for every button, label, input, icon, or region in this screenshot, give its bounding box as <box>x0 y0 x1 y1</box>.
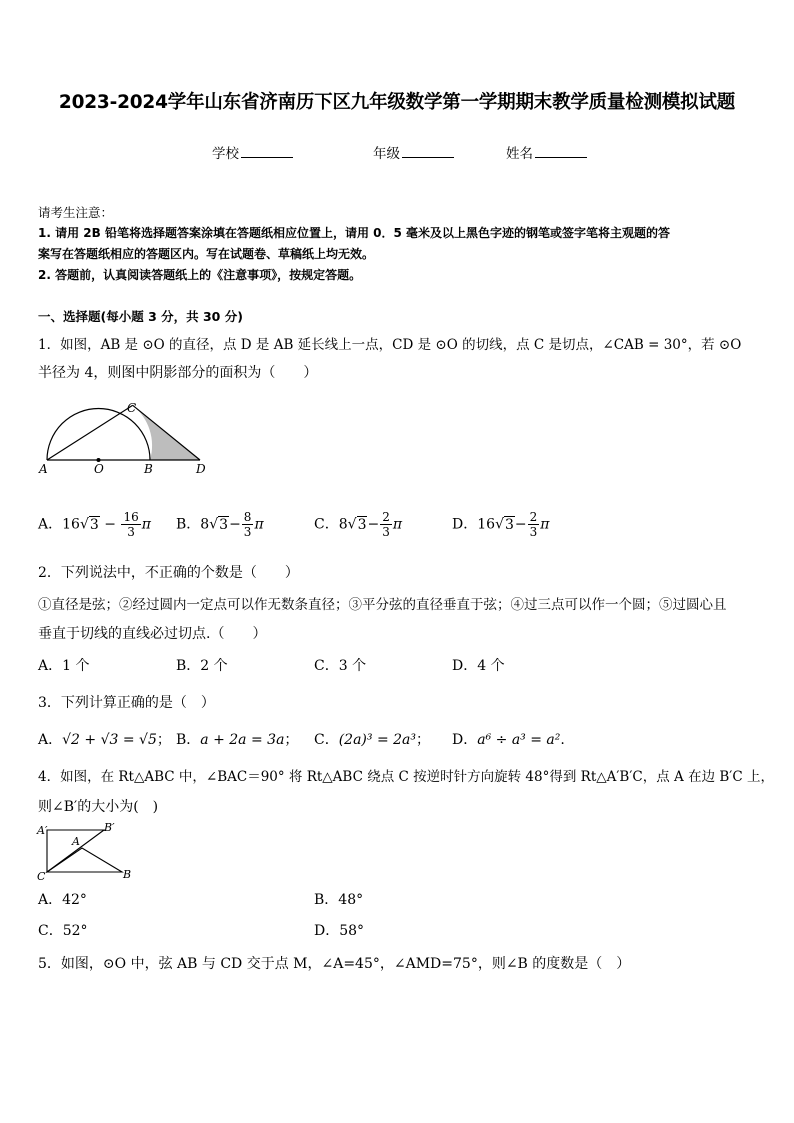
notice-line-2: 案写在答题纸相应的答题区内。写在试题卷、草稿纸上均无效。 <box>38 247 375 261</box>
q1-chord-ac <box>47 405 133 460</box>
school-field <box>212 142 293 162</box>
q4-option-b[interactable]: B．48° <box>314 892 364 908</box>
q4-triangle-abc <box>47 848 122 872</box>
q3-option-a[interactable]: A．√2 + √3 = √5； <box>38 732 171 748</box>
school-blank <box>241 143 293 158</box>
q3-option-c[interactable]: C．(2a)³ = 2a³； <box>314 732 431 748</box>
q4-stem-line-1: 4．如图，在 Rt△ABC 中，∠BAC＝90° 将 Rt△ABC 绕点 C 按逆时针方向旋转 48°得到 Rt△A′B′C，点 A 在边 B′C 上， <box>38 769 774 785</box>
name-field <box>506 142 587 162</box>
notice-line-1: 1. 请用 2B 铅笔将选择题答案涂填在答题纸相应位置上，请用 0．5 毫米及以上黑色字迹的钢笔或签字笔将主观题的答 <box>38 226 670 240</box>
q1-figure <box>34 398 214 478</box>
page-title: 2023-2024学年山东省济南历下区九年级数学第一学期期末教学质量检测模拟试题 <box>58 92 736 113</box>
q2-option-c[interactable]: C．3 个 <box>314 658 367 674</box>
q2-option-d[interactable]: D．4 个 <box>452 658 505 674</box>
q4-label-b: B <box>123 868 132 881</box>
grade-label: 年级 <box>373 146 400 162</box>
section-heading: 一、选择题(每小题 3 分，共 30 分) <box>38 309 243 324</box>
q5-stem: 5．如图，⊙O 中，弦 AB 与 CD 交于点 M，∠A=45°，∠AMD=75°，则∠B 的度数是（ ） <box>38 956 631 972</box>
q1-label-o: O <box>94 462 104 476</box>
q2-option-a[interactable]: A．1 个 <box>38 658 90 674</box>
q3-option-b[interactable]: B．a + 2a = 3a； <box>176 732 299 748</box>
q3-stem: 3．下列计算正确的是（ ） <box>38 695 215 711</box>
q1-label-b: B <box>144 462 153 476</box>
name-blank <box>535 143 587 158</box>
q1-option-a[interactable]: A．16√3 − $\frac{16}{3}$ π <box>38 510 151 539</box>
q4-option-d[interactable]: D．58° <box>314 923 365 939</box>
q1-stem-line-1: 1．如图，AB 是 ⊙O 的直径，点 D 是 AB 延长线上一点，CD 是 ⊙O 的切线，点 C 是切点，∠CAB = 30°，若 ⊙O <box>38 337 742 353</box>
q4-stem-line-2: 则∠B′的大小为( ) <box>38 799 159 815</box>
q1-option-c[interactable]: C．8√3− $\frac{2}{3}$ π <box>314 510 403 539</box>
q3-option-d[interactable]: D．a⁶ ÷ a³ = a². <box>452 732 565 748</box>
q1-stem-line-2: 半径为 4，则图中阴影部分的面积为（ ） <box>38 365 318 381</box>
q1-label-a: A <box>39 462 48 476</box>
q1-semicircle <box>47 409 150 460</box>
q1-option-b[interactable]: B．8√3− $\frac{8}{3}$ π <box>176 510 264 539</box>
q4-option-c[interactable]: C．52° <box>38 923 88 939</box>
q1-option-d[interactable]: D．16√3− $\frac{2}{3}$ π <box>452 510 550 539</box>
q4-label-c: C <box>37 870 46 883</box>
q4-figure <box>34 822 144 884</box>
q2-line-1: ①直径是弦；②经过圆内一定点可以作无数条直径；③平分弦的直径垂直于弦；④过三点可以作一个圆；⑤过圆心且 <box>38 597 727 613</box>
q4-label-b1: B′ <box>104 822 115 834</box>
q4-label-a1: A′ <box>37 824 48 837</box>
grade-blank <box>402 143 454 158</box>
q1-label-d: D <box>196 462 206 476</box>
grade-field <box>373 142 454 162</box>
notice-line-3: 2. 答题前，认真阅读答题纸上的《注意事项》，按规定答题。 <box>38 268 362 282</box>
notice-heading: 请考生注意： <box>38 205 114 220</box>
name-label: 姓名 <box>506 146 533 162</box>
school-label: 学校 <box>212 146 239 162</box>
q2-stem: 2．下列说法中，不正确的个数是（ ） <box>38 565 299 581</box>
q2-line-2: 垂直于切线的直线必过切点.（ ） <box>38 626 267 642</box>
q4-label-a: A <box>72 835 80 848</box>
q4-option-a[interactable]: A．42° <box>38 892 87 908</box>
q1-label-c: C <box>127 401 137 415</box>
q2-option-b[interactable]: B．2 个 <box>176 658 228 674</box>
